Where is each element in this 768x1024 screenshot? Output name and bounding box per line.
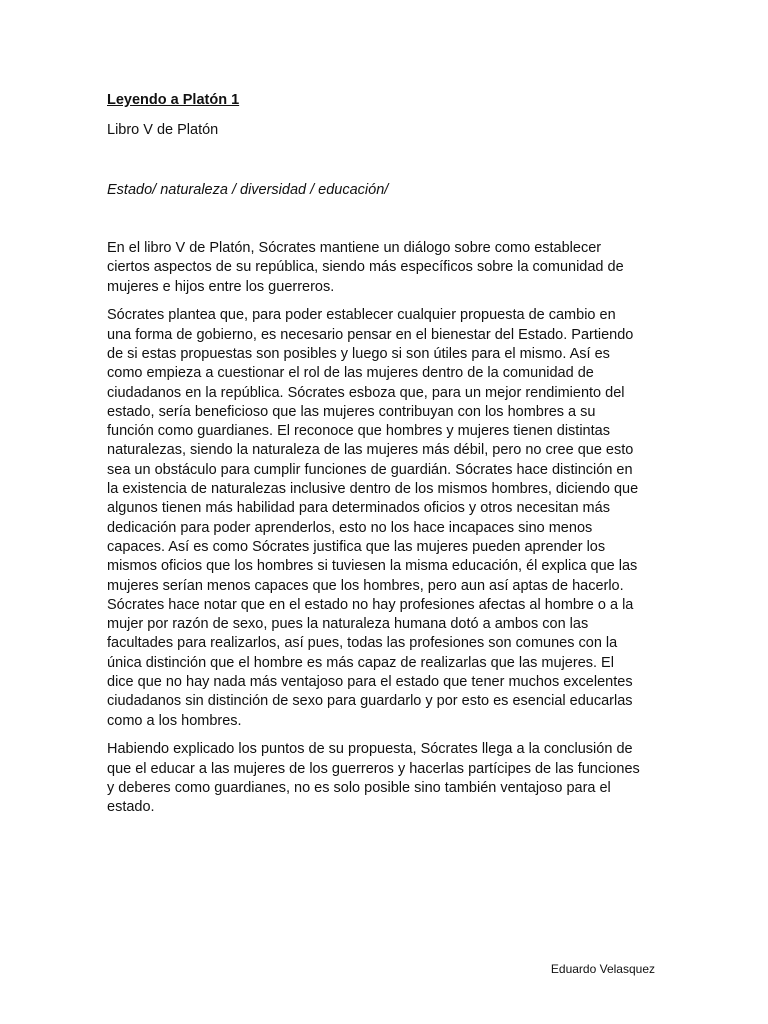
document-subtitle: Libro V de Platón — [107, 122, 219, 138]
author-signature: Eduardo Velasquez — [550, 962, 655, 976]
paragraph-argument: Sócrates plantea que, para poder establecer cualquier propuesta de cambio en una forma de gobierno, es necesario pensar en el bienestar del Estado. Partiendo de si estas propuestas son posibles y luego si son útiles para el mismo. Así es como empieza a cuestionar el rol de las mujeres dentro de la comunidad de ciudadanos en la república. Sócrates esboza que, para un mejor rendimiento del estado, sería beneficioso que las mujeres contribuyan con los hombres a su función como guardianes. El reconoce que hombres y mujeres tienen distintas naturalezas, siendo la naturaleza de las mujeres más débil, pero no cree que esto sea un obstáculo para cumplir funciones de guardián. Sócrates hace distinción en la existencia de naturalezas inclusive dentro de los mismos hombres, diciendo que algunos tienen más habilidad para determinados oficios y otros necesitan más dedicación para poder aprenderlos, esto no los hace incapaces sino menos capaces. Así es como Sócrates justifica que las mujeres pueden aprender los mismos oficios que los hombres si tuviesen la misma educación, él explica que las mujeres serían menos capaces que los hombres, pero aun así aptas de hacerlo. Sócrates hace notar que en el estado no hay profesiones afectas al hombre o a la mujer por razón de sexo, pues la naturaleza humana dotó a ambos con las facultades para realizarlos, así pues, todas las profesiones son comunes con la única distinción que el hombre es más capaz de realizarlas que las mujeres. El dice que no hay nada más ventajoso para el estado que tener muchos excelentes ciudadanos sin distinción de sexo para guardarlo y por esto es esencial educarlas como a los hombres. — [107, 307, 639, 729]
keywords-line: Estado/ naturaleza / diversidad / educación/ — [107, 182, 389, 198]
body-text — [107, 239, 667, 827]
paragraph-intro: En el libro V de Platón, Sócrates mantiene un diálogo sobre como establecer ciertos aspectos de su república, siendo más específicos sobre la comunidad de mujeres e hijos entre los guerreros. — [107, 240, 624, 295]
paragraph-conclusion: Habiendo explicado los puntos de su propuesta, Sócrates llega a la conclusión de que el educar a las mujeres de los guerreros y hacerlas partícipes de las funciones y deberes como guardianes, no es solo posible sino también ventajoso para el estado. — [107, 741, 640, 816]
document-title: Leyendo a Platón 1 — [107, 92, 240, 108]
